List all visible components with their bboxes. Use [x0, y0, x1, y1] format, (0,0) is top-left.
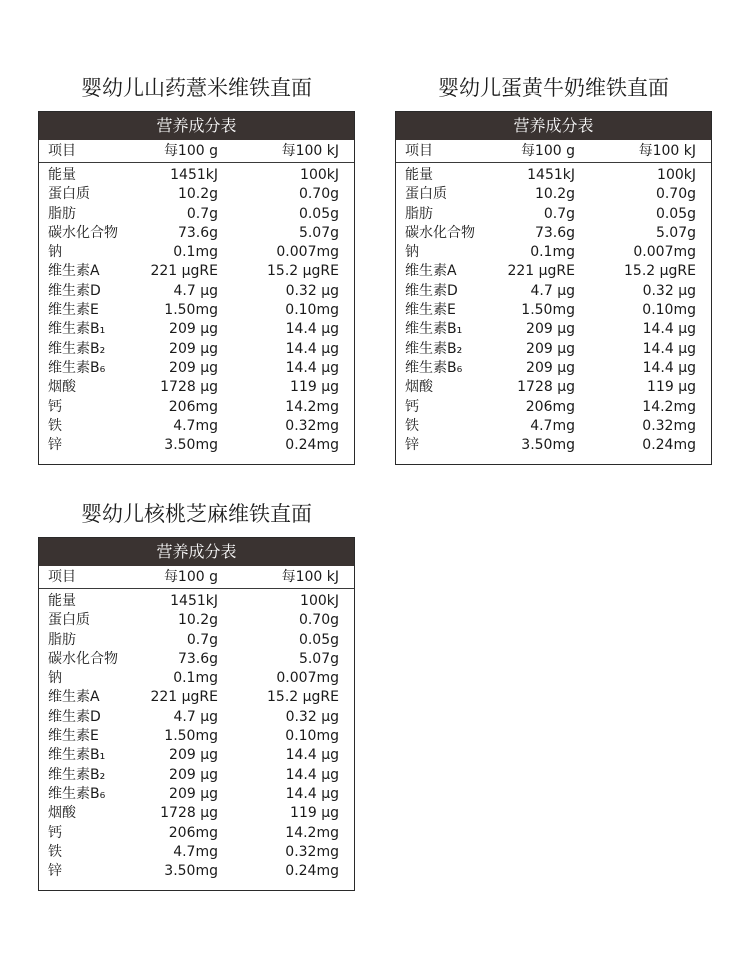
nutrient-name: 碳水化合物	[48, 650, 118, 667]
table-row	[39, 631, 354, 650]
table-row	[39, 398, 354, 417]
product-title: 婴幼儿蛋黄牛奶维铁直面	[438, 76, 669, 100]
value-per-100kj: 100kJ	[300, 167, 339, 183]
column-header-item: 项目	[48, 143, 76, 159]
value-per-100g: 209 μg	[169, 359, 218, 376]
value-per-100g: 1451kJ	[170, 167, 218, 183]
value-per-100kj: 14.4 μg	[285, 766, 339, 783]
table-row	[39, 359, 354, 378]
column-header-per100kj: 每100 kJ	[281, 569, 339, 585]
table-header: 营养成分表	[396, 112, 711, 140]
nutrient-name: 维生素A	[405, 263, 457, 280]
table-row	[39, 727, 354, 746]
value-per-100g: 3.50mg	[521, 437, 575, 454]
value-per-100kj: 14.4 μg	[285, 321, 339, 338]
value-per-100kj: 14.4 μg	[642, 359, 696, 376]
value-per-100g: 4.7mg	[530, 417, 575, 434]
value-per-100g: 1.50mg	[164, 302, 218, 319]
value-per-100kj: 14.4 μg	[285, 747, 339, 764]
nutrition-table	[395, 111, 712, 465]
column-header-per100kj: 每100 kJ	[638, 143, 696, 159]
nutrient-name: 维生素B₂	[48, 766, 106, 783]
value-per-100kj: 0.05g	[298, 205, 339, 222]
table-row	[396, 243, 711, 262]
value-per-100kj: 0.05g	[298, 631, 339, 648]
nutrient-name: 烟酸	[405, 379, 433, 396]
value-per-100kj: 0.007mg	[633, 244, 696, 261]
nutrient-name: 碳水化合物	[405, 224, 475, 241]
value-per-100kj: 0.32mg	[285, 843, 339, 860]
table-row	[396, 417, 711, 436]
value-per-100kj: 0.05g	[655, 205, 696, 222]
table-row	[39, 746, 354, 765]
value-per-100g: 221 μgRE	[507, 263, 575, 280]
table-header: 营养成分表	[39, 538, 354, 566]
nutrient-name: 脂肪	[48, 631, 76, 648]
value-per-100kj: 14.2mg	[285, 398, 339, 415]
value-per-100kj: 0.24mg	[642, 437, 696, 454]
value-per-100kj: 0.70g	[298, 612, 339, 629]
table-row	[396, 224, 711, 243]
table-row	[396, 282, 711, 301]
table-row	[396, 378, 711, 397]
value-per-100g: 209 μg	[169, 747, 218, 764]
value-per-100g: 4.7mg	[173, 843, 218, 860]
nutrient-name: 维生素D	[48, 282, 101, 299]
value-per-100g: 0.7g	[186, 205, 218, 222]
nutrient-name: 能量	[48, 593, 76, 609]
value-per-100kj: 15.2 μgRE	[267, 263, 339, 280]
value-per-100g: 0.1mg	[173, 244, 218, 261]
table-row	[396, 205, 711, 224]
table-row	[39, 224, 354, 243]
nutrition-table	[38, 537, 355, 891]
nutrient-name: 烟酸	[48, 379, 76, 396]
value-per-100g: 73.6g	[534, 224, 575, 241]
nutrient-name: 钠	[405, 244, 419, 261]
value-per-100kj: 0.007mg	[276, 670, 339, 687]
value-per-100g: 209 μg	[526, 340, 575, 357]
value-per-100g: 209 μg	[169, 321, 218, 338]
value-per-100kj: 5.07g	[298, 650, 339, 667]
value-per-100g: 73.6g	[177, 650, 218, 667]
nutrient-name: 维生素E	[48, 302, 99, 319]
table-body	[396, 163, 711, 464]
value-per-100g: 0.7g	[186, 631, 218, 648]
value-per-100g: 73.6g	[177, 224, 218, 241]
column-header-item: 项目	[405, 143, 433, 159]
table-row	[39, 669, 354, 688]
nutrient-name: 维生素B₁	[48, 747, 106, 764]
value-per-100g: 4.7 μg	[530, 282, 575, 299]
nutrient-name: 锌	[48, 863, 62, 880]
table-row	[39, 862, 354, 881]
table-row	[39, 243, 354, 262]
table-row	[39, 340, 354, 359]
nutrient-name: 维生素B₆	[405, 359, 463, 376]
value-per-100g: 3.50mg	[164, 863, 218, 880]
value-per-100kj: 0.32mg	[285, 417, 339, 434]
nutrient-name: 维生素A	[48, 689, 100, 706]
table-header: 营养成分表	[39, 112, 354, 140]
table-row	[39, 417, 354, 436]
table-row	[39, 205, 354, 224]
value-per-100kj: 15.2 μgRE	[624, 263, 696, 280]
value-per-100kj: 14.4 μg	[285, 359, 339, 376]
value-per-100kj: 14.2mg	[642, 398, 696, 415]
table-row	[39, 185, 354, 204]
nutrient-name: 钠	[48, 244, 62, 261]
nutrient-name: 维生素B₂	[405, 340, 463, 357]
nutrient-name: 铁	[48, 843, 62, 860]
table-row	[39, 166, 354, 185]
column-header-item: 项目	[48, 569, 76, 585]
value-per-100kj: 0.10mg	[642, 302, 696, 319]
column-header-per100g: 每100 g	[163, 569, 218, 585]
table-row	[396, 398, 711, 417]
column-header-row	[39, 140, 354, 163]
value-per-100kj: 0.70g	[298, 186, 339, 203]
value-per-100kj: 0.10mg	[285, 728, 339, 745]
value-per-100g: 206mg	[168, 398, 218, 415]
value-per-100kj: 0.32mg	[642, 417, 696, 434]
value-per-100g: 4.7 μg	[173, 282, 218, 299]
column-header-row	[39, 566, 354, 589]
value-per-100g: 206mg	[168, 824, 218, 841]
product-title: 婴幼儿核桃芝麻维铁直面	[81, 502, 312, 526]
nutrient-name: 蛋白质	[48, 186, 90, 203]
value-per-100g: 221 μgRE	[150, 263, 218, 280]
value-per-100g: 10.2g	[177, 612, 218, 629]
value-per-100g: 1728 μg	[160, 379, 218, 396]
column-header-row	[396, 140, 711, 163]
value-per-100kj: 14.2mg	[285, 824, 339, 841]
table-row	[39, 785, 354, 804]
nutrient-name: 维生素B₆	[48, 359, 106, 376]
product-title: 婴幼儿山药薏米维铁直面	[81, 76, 312, 100]
table-row	[39, 650, 354, 669]
value-per-100g: 10.2g	[534, 186, 575, 203]
table-body	[39, 589, 354, 890]
nutrient-name: 维生素D	[48, 708, 101, 725]
table-row	[39, 378, 354, 397]
value-per-100kj: 0.24mg	[285, 437, 339, 454]
table-row	[39, 708, 354, 727]
value-per-100g: 1451kJ	[527, 167, 575, 183]
value-per-100g: 1728 μg	[160, 805, 218, 822]
value-per-100g: 0.1mg	[173, 670, 218, 687]
nutrient-name: 钙	[48, 398, 62, 415]
table-row	[39, 766, 354, 785]
value-per-100g: 1728 μg	[517, 379, 575, 396]
table-row	[39, 262, 354, 281]
value-per-100g: 10.2g	[177, 186, 218, 203]
value-per-100g: 209 μg	[169, 785, 218, 802]
value-per-100g: 1.50mg	[521, 302, 575, 319]
nutrient-name: 维生素B₆	[48, 785, 106, 802]
table-row	[39, 824, 354, 843]
nutrient-name: 维生素B₂	[48, 340, 106, 357]
nutrient-name: 维生素E	[48, 728, 99, 745]
nutrient-name: 脂肪	[405, 205, 433, 222]
nutrient-name: 维生素B₁	[48, 321, 106, 338]
nutrient-name: 脂肪	[48, 205, 76, 222]
nutrient-name: 蛋白质	[405, 186, 447, 203]
value-per-100g: 4.7mg	[173, 417, 218, 434]
table-row	[39, 804, 354, 823]
value-per-100kj: 0.32 μg	[285, 282, 339, 299]
table-row	[396, 359, 711, 378]
value-per-100g: 4.7 μg	[173, 708, 218, 725]
value-per-100kj: 119 μg	[647, 379, 696, 396]
table-row	[39, 301, 354, 320]
nutrient-name: 维生素E	[405, 302, 456, 319]
table-row	[396, 185, 711, 204]
value-per-100kj: 14.4 μg	[285, 785, 339, 802]
column-header-per100kj: 每100 kJ	[281, 143, 339, 159]
value-per-100g: 1.50mg	[164, 728, 218, 745]
value-per-100g: 3.50mg	[164, 437, 218, 454]
value-per-100g: 209 μg	[169, 766, 218, 783]
nutrient-name: 钙	[405, 398, 419, 415]
nutrient-name: 锌	[48, 437, 62, 454]
value-per-100kj: 14.4 μg	[642, 340, 696, 357]
value-per-100g: 206mg	[525, 398, 575, 415]
value-per-100kj: 0.007mg	[276, 244, 339, 261]
value-per-100kj: 0.32 μg	[642, 282, 696, 299]
table-row	[39, 611, 354, 630]
value-per-100kj: 100kJ	[657, 167, 696, 183]
table-row	[396, 301, 711, 320]
value-per-100g: 209 μg	[526, 359, 575, 376]
value-per-100g: 209 μg	[526, 321, 575, 338]
value-per-100kj: 14.4 μg	[285, 340, 339, 357]
nutrient-name: 烟酸	[48, 805, 76, 822]
value-per-100kj: 5.07g	[298, 224, 339, 241]
table-row	[39, 320, 354, 339]
value-per-100kj: 0.24mg	[285, 863, 339, 880]
nutrient-name: 铁	[48, 417, 62, 434]
nutrient-name: 钠	[48, 670, 62, 687]
column-header-per100g: 每100 g	[163, 143, 218, 159]
table-row	[396, 262, 711, 281]
value-per-100kj: 15.2 μgRE	[267, 689, 339, 706]
value-per-100g: 0.1mg	[530, 244, 575, 261]
value-per-100kj: 5.07g	[655, 224, 696, 241]
nutrient-name: 铁	[405, 417, 419, 434]
nutrition-table	[38, 111, 355, 465]
nutrient-name: 钙	[48, 824, 62, 841]
table-row	[39, 436, 354, 455]
value-per-100g: 209 μg	[169, 340, 218, 357]
table-row	[39, 282, 354, 301]
value-per-100kj: 100kJ	[300, 593, 339, 609]
nutrient-name: 维生素D	[405, 282, 458, 299]
nutrient-name: 锌	[405, 437, 419, 454]
table-row	[39, 688, 354, 707]
value-per-100g: 221 μgRE	[150, 689, 218, 706]
nutrient-name: 能量	[48, 167, 76, 183]
table-row	[39, 592, 354, 611]
column-header-per100g: 每100 g	[520, 143, 575, 159]
nutrient-name: 维生素B₁	[405, 321, 463, 338]
nutrient-name: 蛋白质	[48, 612, 90, 629]
value-per-100kj: 119 μg	[290, 379, 339, 396]
table-body	[39, 163, 354, 464]
table-row	[396, 166, 711, 185]
nutrient-name: 碳水化合物	[48, 224, 118, 241]
value-per-100g: 0.7g	[543, 205, 575, 222]
value-per-100kj: 14.4 μg	[642, 321, 696, 338]
table-row	[396, 340, 711, 359]
table-row	[396, 320, 711, 339]
nutrient-name: 维生素A	[48, 263, 100, 280]
value-per-100kj: 0.32 μg	[285, 708, 339, 725]
nutrient-name: 能量	[405, 167, 433, 183]
table-row	[396, 436, 711, 455]
table-row	[39, 843, 354, 862]
value-per-100g: 1451kJ	[170, 593, 218, 609]
value-per-100kj: 0.70g	[655, 186, 696, 203]
value-per-100kj: 119 μg	[290, 805, 339, 822]
value-per-100kj: 0.10mg	[285, 302, 339, 319]
